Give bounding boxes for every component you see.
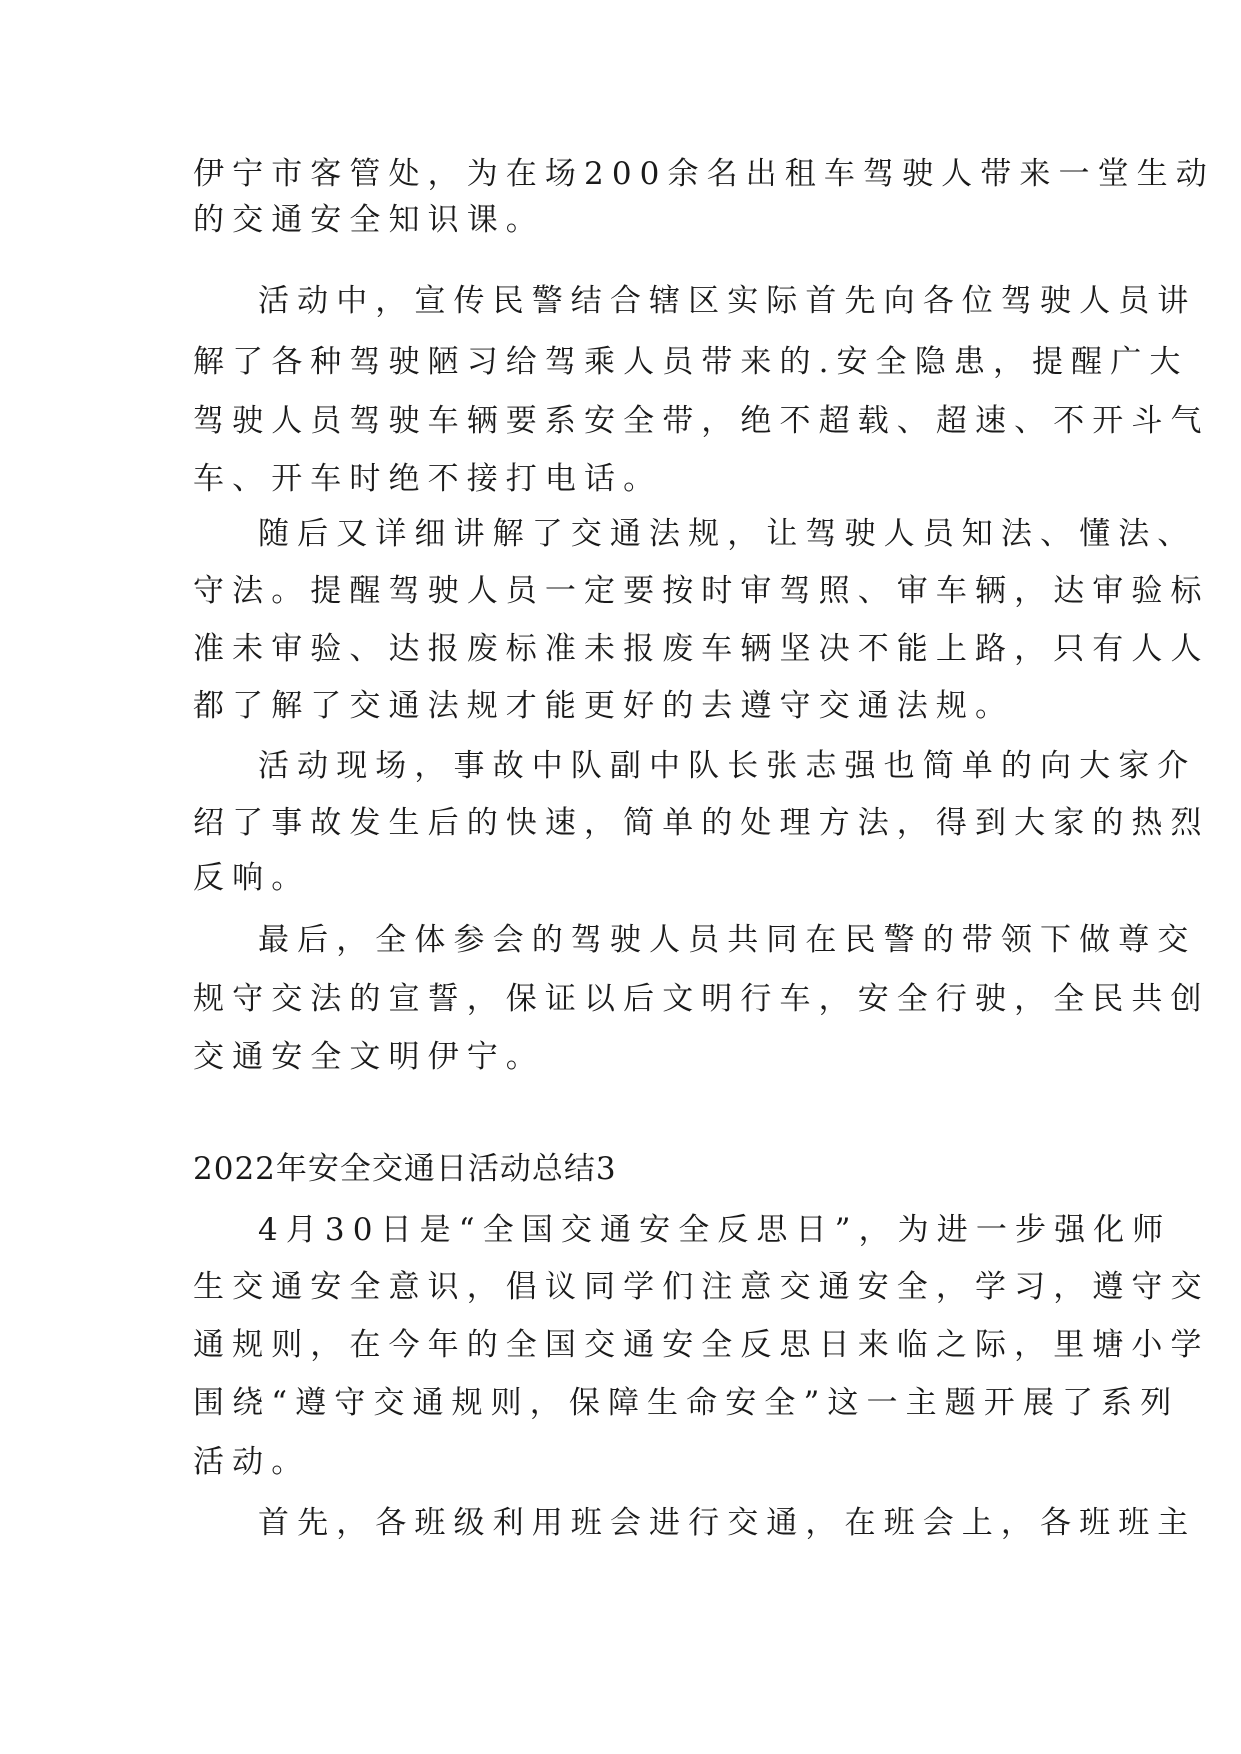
- paragraph-line: 都了解了交通法规才能更好的去遵守交通法规。: [193, 688, 1015, 724]
- paragraph-line: 车、开车时绝不接打电话。: [193, 461, 663, 497]
- paragraph-line: 生交通安全意识，倡议同学们注意交通安全，学习，遵守交: [193, 1269, 1210, 1305]
- paragraph-line: 活动。: [193, 1444, 311, 1480]
- paragraph-line: 驾驶人员驾驶车辆要系安全带，绝不超载、超速、不开斗气: [193, 403, 1210, 439]
- paragraph-line: 反响。: [193, 860, 311, 896]
- paragraph-line: 的交通安全知识课。: [193, 202, 545, 238]
- section-heading: 2022年安全交通日活动总结3: [193, 1151, 617, 1187]
- paragraph-line: 随后又详细讲解了交通法规，让驾驶人员知法、懂法、: [258, 516, 1197, 552]
- paragraph-line: 准未审验、达报废标准未报废车辆坚决不能上路，只有人人: [193, 631, 1210, 667]
- paragraph-line: 通规则，在今年的全国交通安全反思日来临之际，里塘小学: [193, 1327, 1210, 1363]
- paragraph-line: 解了各种驾驶陋习给驾乘人员带来的.安全隐患，提醒广大: [193, 344, 1189, 380]
- paragraph-line: 守法。提醒驾驶人员一定要按时审驾照、审车辆，达审验标: [193, 573, 1210, 609]
- paragraph-line: 最后，全体参会的驾驶人员共同在民警的带领下做尊交: [258, 922, 1197, 958]
- paragraph-line: 规守交法的宣誓，保证以后文明行车，安全行驶，全民共创: [193, 981, 1210, 1017]
- paragraph-line: 围绕“遵守交通规则，保障生命安全”这一主题开展了系列: [193, 1385, 1180, 1421]
- paragraph-line: 活动中，宣传民警结合辖区实际首先向各位驾驶人员讲: [258, 283, 1197, 319]
- paragraph-line: 活动现场，事故中队副中队长张志强也简单的向大家介: [258, 748, 1197, 784]
- paragraph-line: 伊宁市客管处，为在场200余名出租车驾驶人带来一堂生动: [193, 156, 1215, 192]
- paragraph-line: 交通安全文明伊宁。: [193, 1039, 545, 1075]
- paragraph-line: 绍了事故发生后的快速，简单的处理方法，得到大家的热烈: [193, 805, 1210, 841]
- paragraph-line: 4月30日是“全国交通安全反思日”，为进一步强化师: [258, 1212, 1172, 1248]
- paragraph-line: 首先，各班级利用班会进行交通，在班会上，各班班主: [258, 1505, 1197, 1541]
